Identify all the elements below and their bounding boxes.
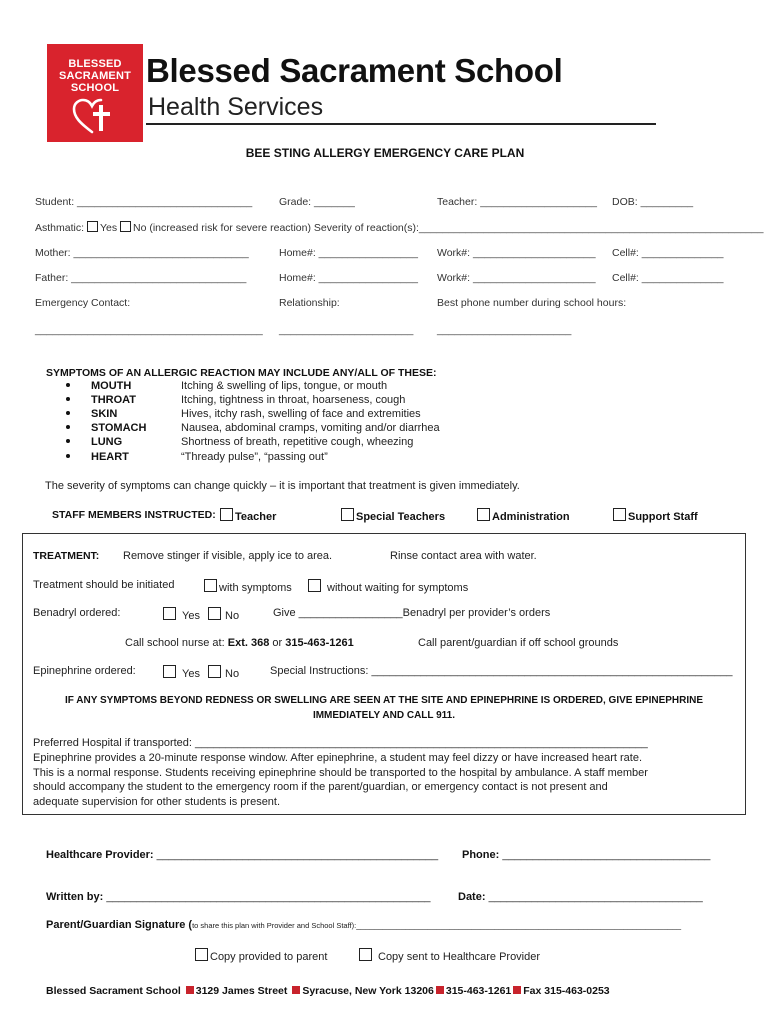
mother-cell-field[interactable]: Cell#: ______________: [612, 247, 724, 259]
symptom-item: [66, 380, 388, 392]
severity-note: The severity of symptoms can change quickly – it is important that treatment is given immediately.: [45, 480, 520, 492]
staff-teacher-label: Teacher: [235, 511, 277, 523]
relationship-line[interactable]: _______________________: [279, 324, 414, 336]
footer-fax: Fax 315-463-0253: [523, 985, 610, 997]
benadryl-yes-label: Yes: [182, 610, 200, 622]
parent-signature-note: to share this plan with Provider and School Staff):: [192, 921, 357, 930]
father-work-field[interactable]: Work#: _____________________: [437, 272, 596, 284]
staff-teacher-checkbox[interactable]: [220, 508, 233, 521]
square-icon: [436, 986, 444, 994]
with-symptoms-label: with symptoms: [219, 582, 292, 594]
benadryl-give-field[interactable]: Give _________________Benadryl per provider’s orders: [273, 607, 551, 619]
epi-no-label: No: [225, 668, 240, 680]
symptom-name: MOUTH: [91, 380, 132, 392]
phone-row: [462, 849, 710, 861]
benadryl-no-checkbox[interactable]: [208, 607, 221, 620]
school-name: Blessed Sacrament School: [146, 52, 563, 89]
phone-line[interactable]: __________________________________: [502, 849, 711, 861]
nurse-phone: 315-463-1261: [285, 637, 354, 649]
school-logo: [47, 44, 143, 142]
father-field[interactable]: Father: ______________________________: [35, 272, 247, 284]
copy-parent-label: Copy provided to parent: [210, 951, 328, 963]
treatment-label: TREATMENT:: [33, 550, 100, 562]
footer-street: 3129 James Street: [195, 985, 288, 997]
asthmatic-row: [35, 221, 763, 234]
emergency-contact-line[interactable]: _______________________________________: [35, 324, 263, 336]
date-line[interactable]: ___________________________________: [488, 891, 703, 903]
best-phone-label: Best phone number during school hours:: [437, 297, 627, 309]
epinephrine-ordered-label: Epinephrine ordered:: [33, 665, 136, 677]
bullet-icon: [66, 454, 70, 458]
mother-work-field[interactable]: Work#: _____________________: [437, 247, 596, 259]
bullet-icon: [66, 439, 70, 443]
symptom-item: [66, 436, 414, 448]
healthcare-provider-line[interactable]: ______________________________________________: [156, 849, 439, 861]
parent-signature-row: [46, 919, 681, 931]
benadryl-ordered-label: Benadryl ordered:: [33, 607, 121, 619]
asthmatic-yes-label: Yes: [99, 222, 118, 234]
logo-line-1: BLESSED: [68, 58, 122, 70]
copy-provider-option[interactable]: [359, 948, 540, 963]
logo-line-2: SACRAMENT: [58, 70, 132, 82]
bullet-icon: [66, 425, 70, 429]
relationship-label: Relationship:: [279, 297, 340, 309]
benadryl-no-label: No: [225, 610, 240, 622]
warning-line-1: IF ANY SYMPTOMS BEYOND REDNESS OR SWELLING ARE SEEN AT THE SITE AND EPINEPHRINE IS ORDERED, GIVE EPINEPHRINE: [64, 695, 704, 706]
father-cell-field[interactable]: Cell#: ______________: [612, 272, 724, 284]
warning-line-2: IMMEDIATELY AND CALL 911.: [312, 710, 456, 721]
preferred-hospital-field[interactable]: Preferred Hospital if transported: __________________________________________________________________________: [33, 737, 648, 749]
symptom-item: [66, 451, 328, 463]
para-line: should accompany the student to the emergency room if the parent/guardian, or emergency contact is not present and: [33, 781, 608, 793]
best-phone-line[interactable]: _______________________: [437, 324, 572, 336]
epi-yes-option[interactable]: [163, 665, 200, 680]
symptom-desc: Shortness of breath, repetitive cough, wheezing: [181, 436, 414, 448]
call-nurse-prefix: Call school nurse at:: [125, 637, 225, 649]
symptom-desc: Nausea, abdominal cramps, vomiting and/or diarrhea: [181, 422, 440, 434]
symptom-item: [66, 408, 421, 420]
staff-special-label: Special Teachers: [356, 511, 446, 523]
emergency-contact-label: Emergency Contact:: [35, 297, 131, 309]
parent-signature-label: Parent/Guardian Signature (: [46, 919, 193, 931]
staff-special-checkbox[interactable]: [341, 508, 354, 521]
benadryl-no-option[interactable]: [208, 607, 239, 622]
staff-support-option[interactable]: [613, 508, 698, 523]
bullet-icon: [66, 411, 70, 415]
staff-instructed-label: STAFF MEMBERS INSTRUCTED:: [52, 509, 216, 521]
epi-yes-checkbox[interactable]: [163, 665, 176, 678]
bullet-icon: [66, 383, 70, 387]
healthcare-provider-row: [46, 849, 438, 861]
father-home-field[interactable]: Home#: _________________: [279, 272, 418, 284]
without-waiting-option[interactable]: [308, 579, 468, 594]
symptom-desc: Itching, tightness in throat, hoarseness, cough: [181, 394, 406, 406]
symptom-item: [66, 422, 440, 434]
written-by-row: [46, 891, 431, 903]
asthmatic-yes-checkbox[interactable]: [87, 221, 98, 232]
epi-no-checkbox[interactable]: [208, 665, 221, 678]
without-waiting-checkbox[interactable]: [308, 579, 321, 592]
remove-stinger-text: Remove stinger if visible, apply ice to area.: [123, 550, 333, 562]
staff-support-label: Support Staff: [628, 511, 698, 523]
with-symptoms-checkbox[interactable]: [204, 579, 217, 592]
staff-admin-checkbox[interactable]: [477, 508, 490, 521]
copy-parent-checkbox[interactable]: [195, 948, 208, 961]
grade-field[interactable]: Grade: _______: [279, 196, 355, 208]
bullet-icon: [66, 397, 70, 401]
phone-label: Phone:: [462, 849, 500, 861]
document-title: BEE STING ALLERGY EMERGENCY CARE PLAN: [245, 146, 525, 160]
copy-provider-label: Copy sent to Healthcare Provider: [378, 951, 541, 963]
epinephrine-paragraph: [33, 751, 648, 809]
department-name: Health Services: [148, 93, 324, 121]
or-text: or: [272, 637, 283, 649]
staff-admin-label: Administration: [492, 511, 570, 523]
date-row: [458, 891, 703, 903]
footer-city: Syracuse, New York 13206: [302, 985, 434, 997]
mother-field[interactable]: Mother: ______________________________: [35, 247, 249, 259]
para-line: adequate supervision for other students is present.: [33, 795, 281, 808]
call-nurse-text: [125, 637, 354, 649]
with-symptoms-option[interactable]: [204, 579, 292, 594]
symptom-desc: Hives, itchy rash, swelling of face and extremities: [181, 408, 421, 420]
benadryl-yes-option[interactable]: [163, 607, 200, 622]
footer-school: Blessed Sacrament School: [46, 985, 181, 997]
student-field[interactable]: Student: ______________________________: [35, 196, 253, 208]
para-line: Epinephrine provides a 20-minute response window. After epinephrine, a student may feel dizzy or have increased heart rate.: [33, 752, 643, 764]
teacher-field[interactable]: Teacher: ____________________: [437, 196, 597, 208]
symptom-name: THROAT: [91, 394, 137, 406]
mother-home-field[interactable]: Home#: _________________: [279, 247, 418, 259]
square-icon: [292, 986, 300, 994]
special-instructions-field[interactable]: Special Instructions: ___________________________________________________________: [270, 665, 733, 677]
date-label: Date:: [458, 891, 486, 903]
epinephrine-warning: [22, 693, 746, 723]
para-line: This is a normal response. Students receiving epinephrine should be transported to the hospital by ambulance. A staff member: [33, 766, 648, 779]
staff-special-option[interactable]: [341, 508, 445, 523]
symptom-desc: “Thready pulse”, “passing out”: [181, 451, 328, 463]
footer-phone: 315-463-1261: [445, 985, 512, 997]
square-icon: [513, 986, 521, 994]
staff-admin-option[interactable]: [477, 508, 570, 523]
initiated-label: Treatment should be initiated: [33, 579, 175, 591]
heart-cross-icon: [70, 97, 120, 135]
symptom-desc: Itching & swelling of lips, tongue, or mouth: [181, 380, 388, 392]
symptom-name: LUNG: [91, 436, 123, 448]
dob-field[interactable]: DOB: _________: [612, 196, 694, 208]
symptom-name: STOMACH: [91, 422, 147, 434]
logo-line-3: SCHOOL: [70, 82, 120, 94]
symptom-name: SKIN: [91, 408, 118, 420]
square-icon: [186, 986, 194, 994]
without-waiting-label: without waiting for symptoms: [327, 582, 469, 594]
copy-provider-checkbox[interactable]: [359, 948, 372, 961]
written-by-line[interactable]: _____________________________________________________: [106, 891, 431, 903]
epi-yes-label: Yes: [182, 668, 200, 680]
healthcare-provider-label: Healthcare Provider:: [46, 849, 154, 861]
epi-no-option[interactable]: [208, 665, 239, 680]
symptom-item: [66, 394, 406, 406]
footer: [46, 985, 610, 997]
symptom-name: HEART: [91, 451, 129, 463]
asthmatic-label: Asthmatic:: [35, 222, 85, 234]
staff-teacher-option[interactable]: [220, 508, 276, 523]
rinse-text: Rinse contact area with water.: [390, 550, 537, 562]
nurse-extension: Ext. 368: [227, 637, 270, 649]
staff-support-checkbox[interactable]: [613, 508, 626, 521]
parent-signature-line[interactable]: _________________________________________________________________________: [356, 921, 682, 930]
benadryl-yes-checkbox[interactable]: [163, 607, 176, 620]
call-parent-text: Call parent/guardian if off school grounds: [418, 637, 619, 649]
asthmatic-no-checkbox[interactable]: [120, 221, 131, 232]
header-rule: [146, 123, 656, 125]
symptoms-heading: SYMPTOMS OF AN ALLERGIC REACTION MAY INCLUDE ANY/ALL OF THESE:: [46, 367, 437, 379]
copy-parent-option[interactable]: [195, 948, 327, 963]
written-by-label: Written by:: [46, 891, 104, 903]
asthmatic-no-label: No (increased risk for severe reaction) Severity of reaction(s):___________________________________________________________: [133, 222, 764, 234]
